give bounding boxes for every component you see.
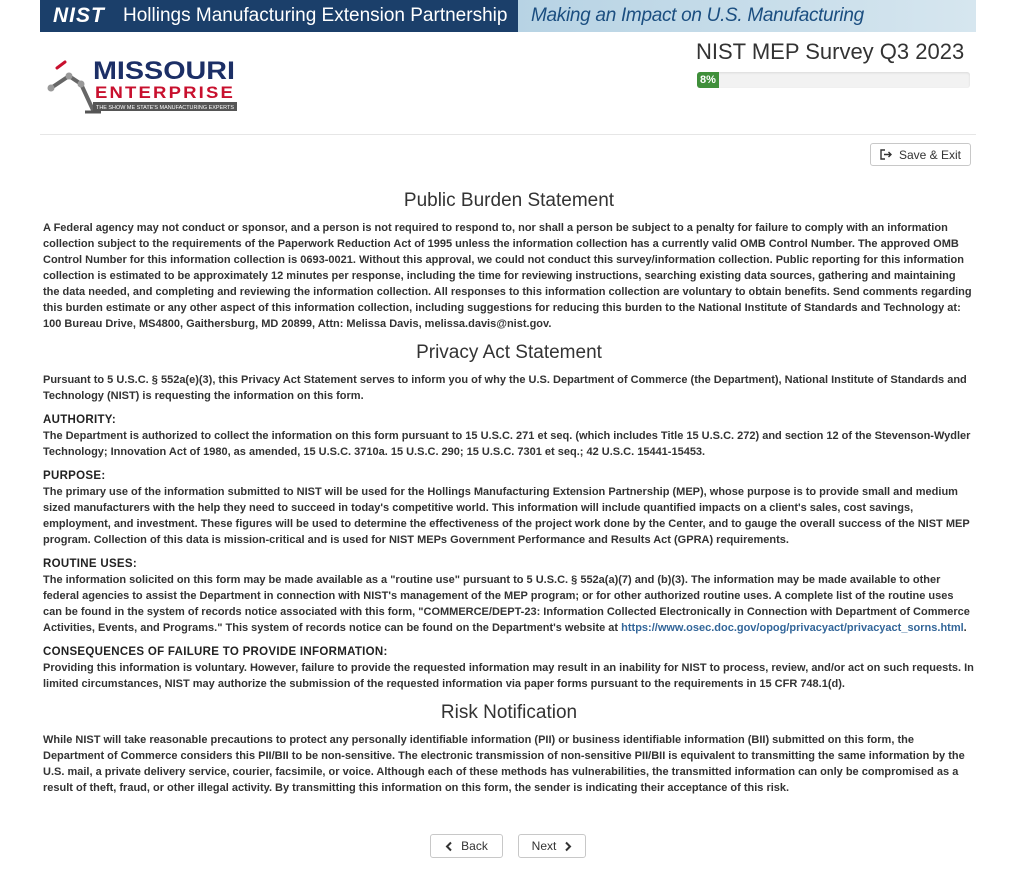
authority-text: The Department is authorized to collect the information on this form pursuant to 15 U.S.C. 271 et seq. (which includes Title 15 U.S.C. 272) and section 12 of the Stevenson-Wydler Technology; Innovation Act of 1980, as amended, 15 U.S.C. 3710a. 15 U.S.C. 290; 15 U.S.C. 7301 et seq.; 42 U.S.C. 15441-15453.	[43, 430, 971, 458]
save-exit-button[interactable]	[870, 143, 971, 166]
back-button[interactable]	[430, 834, 503, 858]
save-exit-label: Save & Exit	[898, 147, 962, 162]
banner-tagline: Making an Impact on U.S. Manufacturing	[531, 5, 864, 26]
logo-line-2: ENTERPRISE	[95, 83, 235, 102]
nist-logo: NIST	[53, 4, 105, 27]
consequences-label: CONSEQUENCES OF FAILURE TO PROVIDE INFORMATION:	[43, 646, 388, 658]
next-button[interactable]	[518, 834, 586, 858]
authority-label: AUTHORITY:	[43, 414, 117, 426]
header-divider	[40, 134, 976, 135]
public-burden-text: A Federal agency may not conduct or sponsor, and a person is not required to respond to, nor shall a person be subject to a penalty for failure to comply with an information collection subject to the requirements of the Paperwork Reduction Act of 1995 unless the information collection has a currently valid OMB Control Number. The approved OMB Control Number for this information collection is 0693-0021. Without this approval, we could not conduct this survey/information collection. Public reporting for this information collection is estimated to be approximately 12 minutes per response, including the time for reviewing instructions, searching existing data sources, gathering and maintaining the data needed, and completing and reviewing the information collection. All responses to this information collection are voluntary to obtain benefits. Send comments regarding this burden estimate or any other aspect of this information collection, including suggestions for reducing this burden to the National Institute of Standards and Technology at: 100 Bureau Drive, MS4800, Gaithersburg, MD 20899, Attn: Melissa Davis, melissa.davis@nist.gov.	[43, 222, 972, 330]
banner-left	[40, 0, 518, 32]
progress-fill: 8%	[697, 72, 719, 88]
missouri-enterprise-logo	[47, 54, 239, 116]
nist-mep-banner	[40, 0, 976, 32]
routine-uses-end: .	[963, 622, 967, 634]
purpose-label: PURPOSE:	[43, 470, 106, 482]
back-label: Back	[461, 839, 488, 853]
public-burden-heading: Public Burden Statement	[403, 190, 615, 211]
privacy-intro: Pursuant to 5 U.S.C. § 552a(e)(3), this Privacy Act Statement serves to inform you of why the U.S. Department of Commerce (the Department), National Institute of Standards and Technology (NIST) is requesting the information on this form.	[43, 374, 967, 402]
sign-out-icon	[880, 149, 893, 160]
routine-uses-text: The information solicited on this form may be made available as a "routine use" pursuant to 5 U.S.C. § 552a(a)(7) and (b)(3). The information may be made available to other federal agencies to assist the Department in connection with NIST's management of the MEP program; or for other authorized routine uses. A complete list of the routine uses can be found in the system of records notice associated with this form, "COMMERCE/DEPT-23: Information Collected Electronically in Connection with Department of Commerce Activities, Events, and Programs." This system of records notice can be found on the Department's website at	[43, 574, 970, 634]
risk-heading: Risk Notification	[440, 702, 578, 723]
routine-uses-label: ROUTINE USES:	[43, 558, 137, 570]
logo-line-1: MISSOURI	[93, 57, 235, 85]
chevron-left-icon	[445, 841, 453, 852]
privacy-heading: Privacy Act Statement	[416, 342, 602, 363]
progress-bar	[697, 72, 970, 88]
routine-uses-paragraph	[43, 572, 975, 636]
survey-title: NIST MEP Survey Q3 2023	[696, 39, 965, 64]
consequences-text: Providing this information is voluntary. However, failure to provide the requested information may result in an inability for NIST to process, review, and/or act on such requests. In limited circumstances, NIST may authorize the submission of the requested information via paper forms pursuant to the requirements in 15 CFR 748.1(d).	[43, 662, 974, 690]
chevron-right-icon	[564, 841, 572, 852]
logo-subtitle: THE SHOW ME STATE'S MANUFACTURING EXPERTS	[96, 105, 235, 111]
statement-content	[43, 188, 975, 796]
risk-text: While NIST will take reasonable precautions to protect any personally identifiable information (PII) or business identifiable information (BII) submitted on this form, the Department of Commerce considers this PII/BII to be non-sensitive. The electronic transmission of non-sensitive PII/BII is equivalent to transmitting the same information by the U.S. mail, a private delivery service, courier, facsimile, or voice. Although each of these methods has vulnerabilities, the transmitted information can only be compromised as a result of theft, fraud, or other illegal activity. By transmitting this information on this form, the sender is indicating their acceptance of this risk.	[43, 734, 965, 794]
sorns-link[interactable]: https://www.osec.doc.gov/opog/privacyact/privacyact_sorns.html	[621, 622, 964, 634]
banner-right	[518, 0, 976, 32]
banner-title: Hollings Manufacturing Extension Partnership	[123, 5, 508, 26]
next-label: Next	[531, 839, 557, 853]
purpose-text: The primary use of the information submitted to NIST will be used for the Hollings Manufacturing Extension Partnership (MEP), whose purpose is to provide small and medium sized manufacturers with the help they need to succeed in today's competitive world. This information will include quantified impacts on a client's sales, cost savings, employment, and investment. These figures will be used to determine the effectiveness of the project work done by the Center, and to gauge the overall success of the NIST MEP program. Collection of this data is mission-critical and is used for NIST MEPs Government Performance and Results Act (GPRA) requirements.	[43, 486, 970, 546]
